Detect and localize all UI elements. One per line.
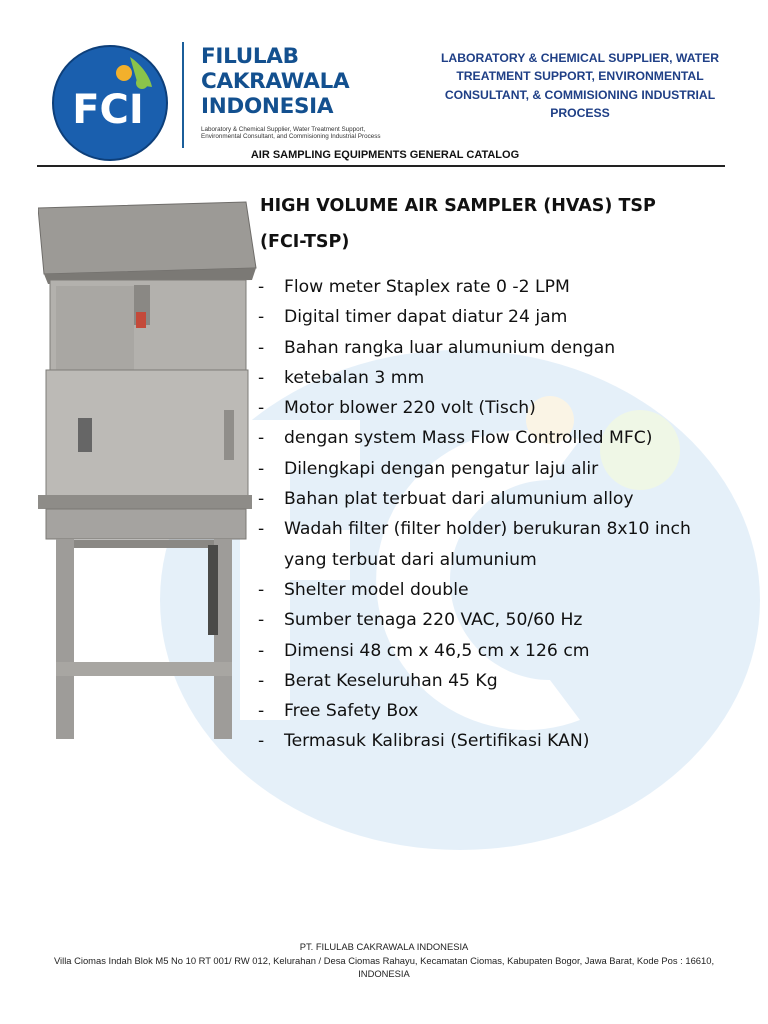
feature-item: - Termasuk Kalibrasi (Sertifikasi KAN) xyxy=(258,726,738,756)
feature-item: - Bahan plat terbuat dari alumunium alloy xyxy=(258,484,738,514)
company-tagline: LABORATORY & CHEMICAL SUPPLIER, WATER TREATMENT SUPPORT, ENVIRONMENTAL CONSULTANT, & COMMISIONING INDUSTRIAL PROCESS xyxy=(440,51,720,120)
feature-item: - dengan system Mass Flow Controlled MFC) xyxy=(258,423,738,453)
feature-item: - Wadah filter (filter holder) berukuran 8x10 inch yang terbuat dari alumunium xyxy=(258,514,738,575)
catalog-title: AIR SAMPLING EQUIPMENTS GENERAL CATALOG xyxy=(250,149,520,161)
product-photo-hvas xyxy=(38,200,258,745)
feature-item: - Dilengkapi dengan pengatur laju alir xyxy=(258,454,738,484)
brand-subtitle: Laboratory & Chemical Supplier, Water Treatment Support, Environmental Consultant, and Commisioning Industrial Process xyxy=(201,126,381,141)
feature-item: - Bahan rangka luar alumunium dengan xyxy=(258,333,738,363)
feature-item: - Digital timer dapat diatur 24 jam xyxy=(258,302,738,332)
feature-item: - Shelter model double xyxy=(258,575,738,605)
brand-divider xyxy=(182,42,184,148)
feature-item: - ketebalan 3 mm xyxy=(258,363,738,393)
feature-list xyxy=(258,272,738,757)
feature-item: - Dimensi 48 cm x 46,5 cm x 126 cm xyxy=(258,636,738,666)
footer xyxy=(30,940,738,981)
product-title: HIGH VOLUME AIR SAMPLER (HVAS) TSP (FCI-TSP) xyxy=(260,196,656,252)
footer-address: Villa Ciomas Indah Blok M5 No 10 RT 001/ RW 012, Kelurahan / Desa Ciomas Rahayu, Kecamatan Ciomas, Kabupaten Bogor, Jawa Barat, Kode Pos : 16610, INDONESIA xyxy=(53,954,715,979)
feature-item: - Motor blower 220 volt (Tisch) xyxy=(258,393,738,423)
feature-item: - Berat Keseluruhan 45 Kg xyxy=(258,666,738,696)
brand-name: FILULAB CAKRAWALA INDONESIA xyxy=(201,44,350,119)
logo-text: FCI xyxy=(72,87,144,133)
footer-company: PT. FILULAB CAKRAWALA INDONESIA xyxy=(299,941,469,952)
feature-item: - Sumber tenaga 220 VAC, 50/60 Hz xyxy=(258,605,738,635)
feature-item: - Free Safety Box xyxy=(258,696,738,726)
header-divider xyxy=(37,165,725,167)
feature-item: - Flow meter Staplex rate 0 -2 LPM xyxy=(258,272,738,302)
company-logo xyxy=(52,45,168,161)
